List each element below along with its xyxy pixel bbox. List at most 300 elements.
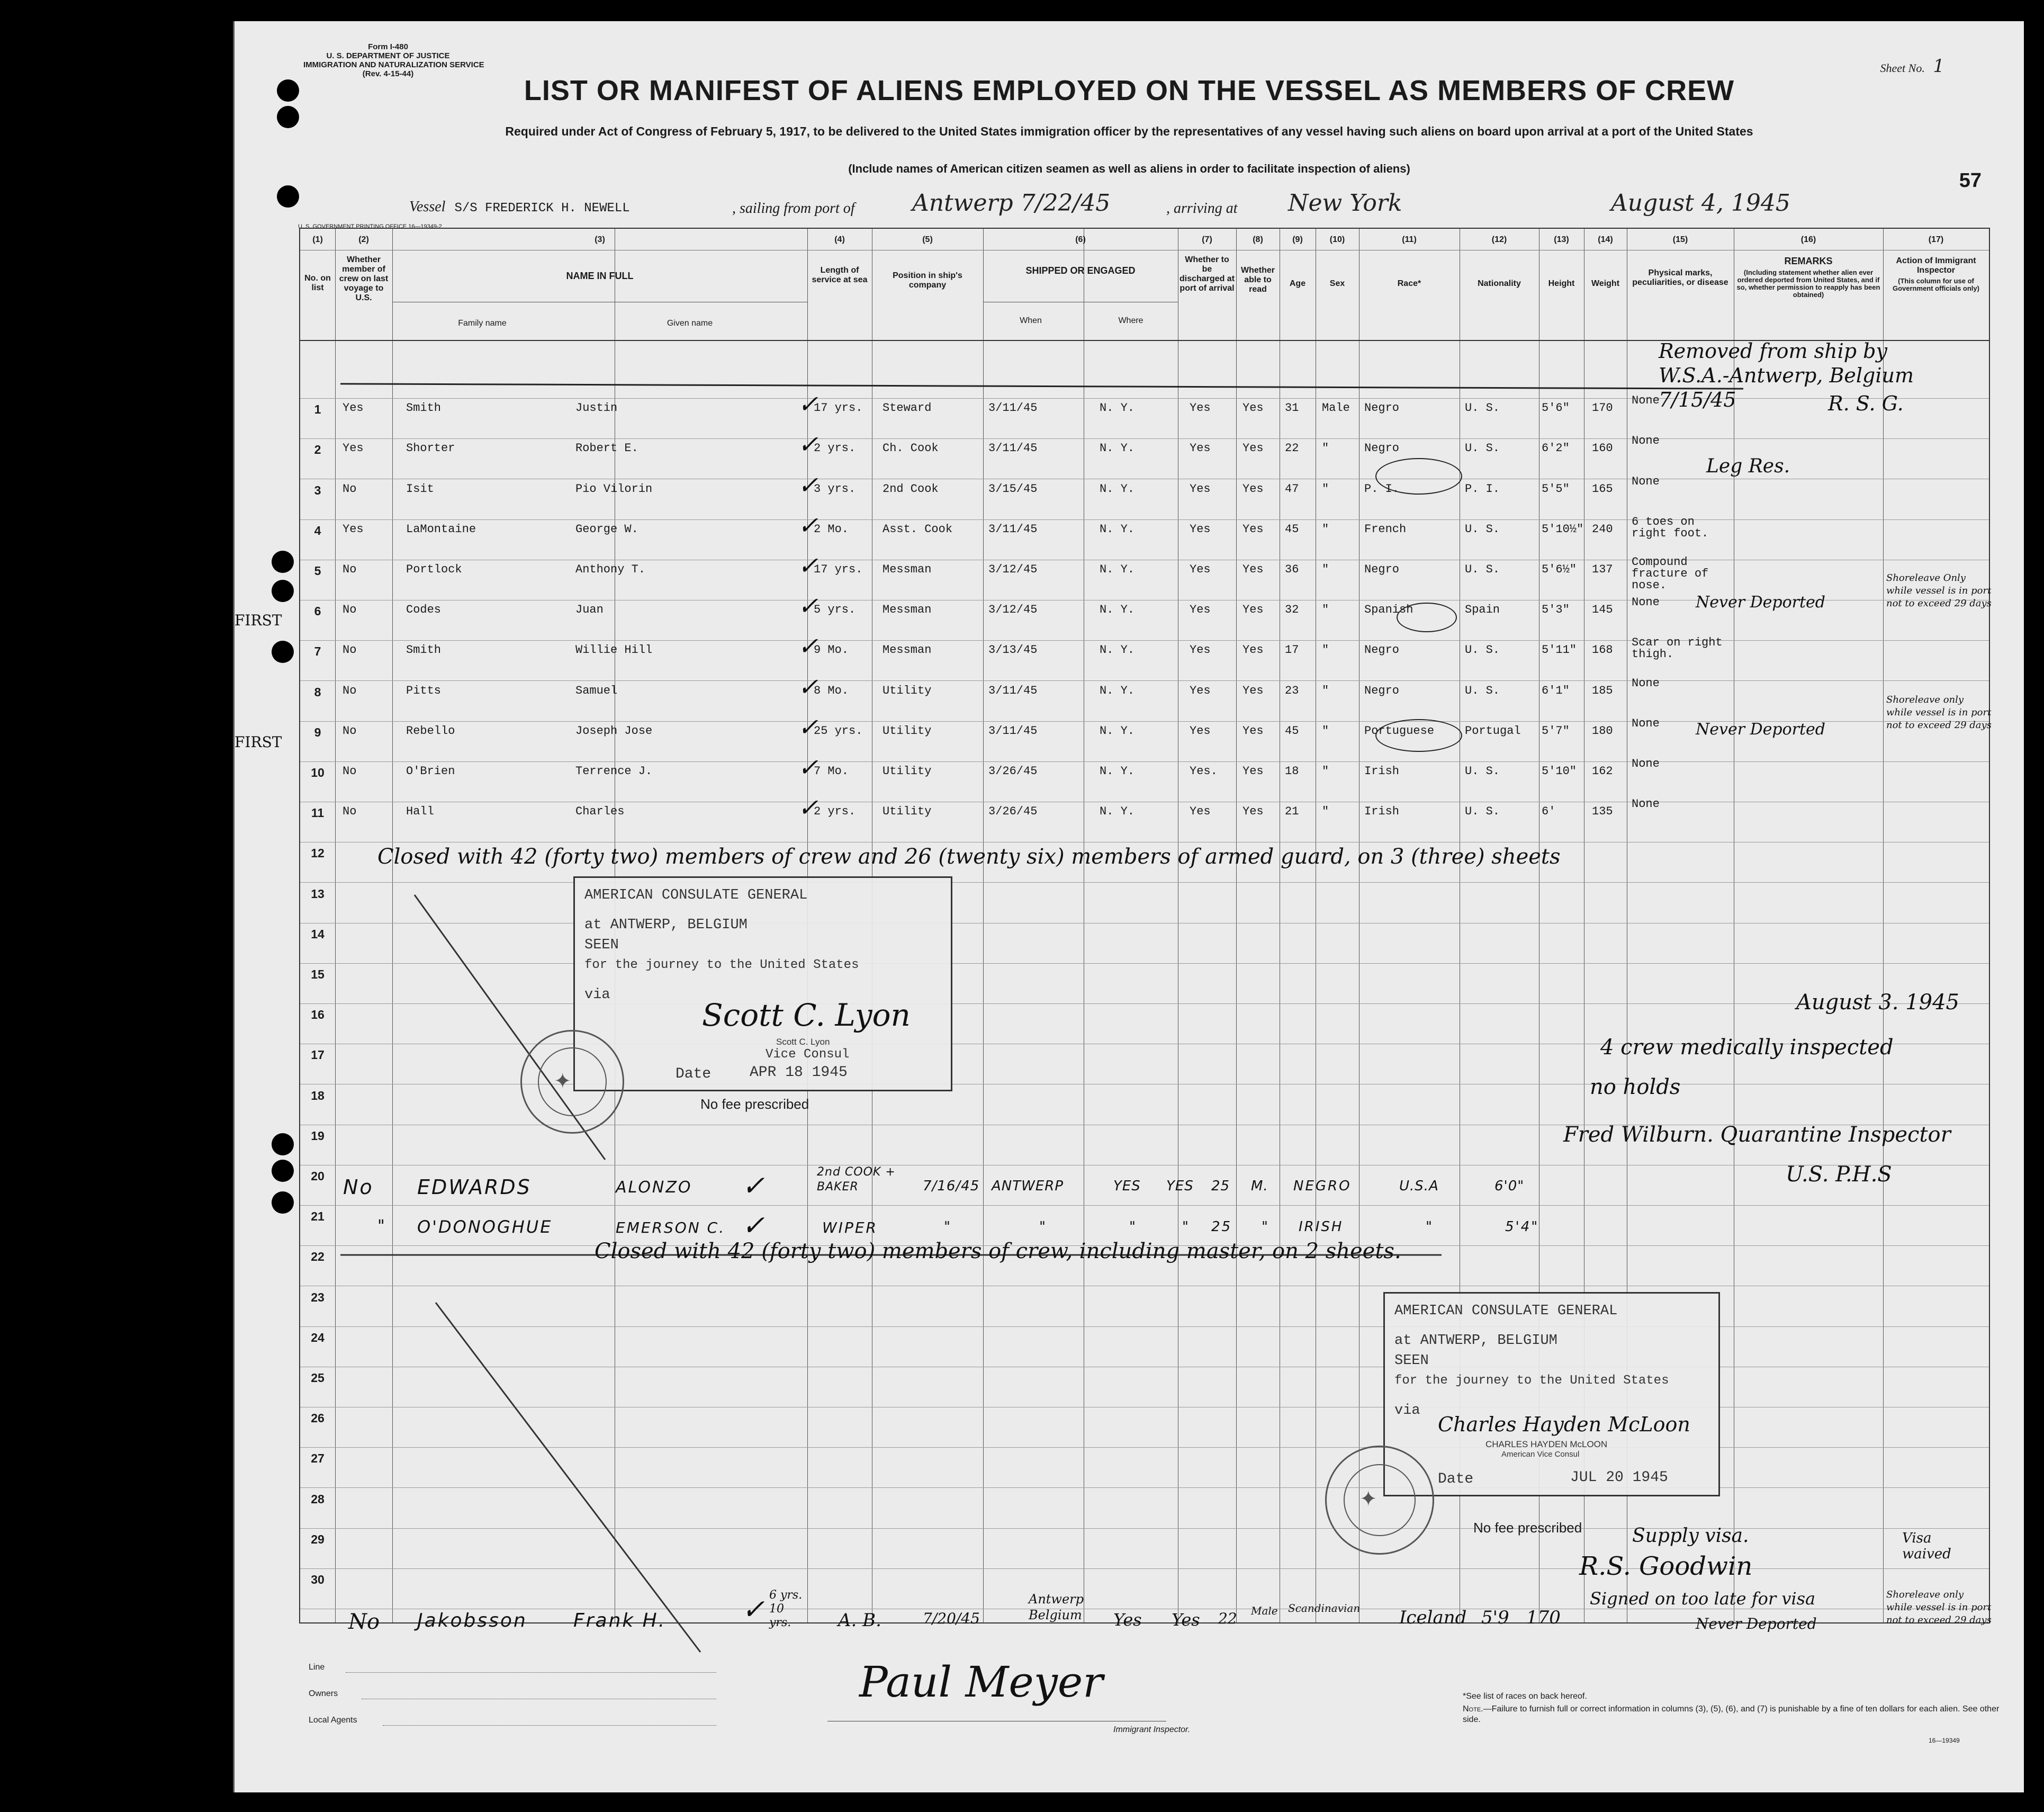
stamp-printed-name: Scott C. Lyon: [776, 1037, 830, 1047]
cell-last: Yes: [343, 442, 364, 455]
cell-read: Yes: [1242, 442, 1264, 455]
cell-marks: None: [1632, 474, 1660, 488]
cell-position: Utility: [883, 765, 932, 778]
cell-family: Isit: [406, 482, 434, 496]
cell-marks: Scar on right thigh.: [1632, 636, 1723, 661]
cell-when: 3/11/45: [988, 401, 1038, 415]
check-mark: ✓: [742, 1594, 765, 1626]
cell-age: 31: [1285, 401, 1299, 415]
cell-sex: ": [1322, 442, 1329, 455]
added-given: EMERSON C.: [616, 1219, 726, 1236]
stamp-office: American Vice Consul: [1501, 1450, 1580, 1459]
row-number: 10: [311, 766, 325, 779]
cell-family: O'Brien: [406, 765, 455, 778]
cell-position: Asst. Cook: [883, 522, 953, 536]
cell-read: Yes: [1242, 482, 1264, 496]
cell-read: Yes: [1242, 563, 1264, 576]
col-num: (11): [1402, 235, 1417, 244]
row-number: 27: [311, 1451, 325, 1466]
cell-height: 5'7": [1542, 724, 1570, 738]
cell-race: Irish: [1364, 765, 1400, 778]
cell-when: 3/15/45: [988, 482, 1038, 496]
added-position: A. B.: [838, 1610, 881, 1631]
added-nationality: Iceland: [1399, 1607, 1467, 1628]
stamp-printed-name: CHARLES HAYDEN McLOON: [1485, 1439, 1608, 1449]
cell-age: 36: [1285, 563, 1299, 576]
added-age: 25: [1211, 1219, 1232, 1235]
footer-owners-label: Owners: [309, 1689, 338, 1698]
added-height: 5'9: [1481, 1607, 1509, 1628]
cell-given: Robert E.: [575, 442, 638, 455]
cell-family: Pitts: [406, 684, 442, 697]
added-given: ALONZO: [616, 1178, 692, 1197]
cell-where: N. Y.: [1100, 643, 1135, 657]
cell-weight: 165: [1592, 482, 1613, 496]
cell-weight: 240: [1592, 522, 1613, 536]
cell-marks: None: [1632, 757, 1660, 770]
col-weight: Weight: [1591, 279, 1620, 288]
col-num: (10): [1329, 235, 1345, 244]
row-number: 15: [311, 967, 325, 981]
added-last: ": [377, 1217, 386, 1235]
added-discharged: Yes: [1113, 1610, 1142, 1630]
cell-race: P. I.: [1364, 482, 1400, 496]
stamp-date: JUL 20 1945: [1570, 1469, 1668, 1486]
cell-last: Yes: [343, 401, 364, 415]
check-mark: ✓: [798, 793, 818, 822]
printing-office: U. S. GOVERNMENT PRINTING OFFICE 16—19349-2: [298, 223, 442, 230]
stamp-via: via: [584, 987, 610, 1003]
never-deported-30: Never Deported: [1696, 1615, 1817, 1632]
cell-when: 3/12/45: [988, 563, 1038, 576]
cell-discharged: Yes: [1190, 643, 1211, 657]
row-number: 1: [314, 402, 321, 417]
col-num: (15): [1672, 235, 1688, 244]
cell-given: Pio Vilorin: [575, 482, 653, 496]
cell-family: Codes: [406, 603, 442, 617]
cell-weight: 160: [1592, 442, 1613, 455]
closed-note-22: Closed with 42 (forty two) members of crew, including master, on 2 sheets.: [595, 1239, 1401, 1263]
added-nationality: ": [1426, 1219, 1434, 1235]
check-mark: ✓: [742, 1170, 765, 1202]
row-number: 8: [314, 685, 321, 699]
cell-when: 3/26/45: [988, 805, 1038, 819]
cell-sex: ": [1322, 805, 1329, 819]
form-service: IMMIGRATION AND NATURALIZATION SERVICE: [303, 60, 484, 69]
col-length-service: Length of service at sea: [812, 266, 868, 284]
cell-where: N. Y.: [1100, 442, 1135, 455]
consulate-stamp-1: [573, 876, 952, 1091]
action-note-6: Shoreleave Only while vessel is in port not to exceed 29 days: [1886, 572, 1992, 609]
cell-race: Negro: [1364, 563, 1400, 576]
cell-when: 3/12/45: [988, 603, 1038, 617]
added-when: 7/20/45: [923, 1610, 980, 1627]
cell-position: 2nd Cook: [883, 482, 939, 496]
check-mark: ✓: [798, 390, 818, 419]
col-last-voyage: Whether member of crew on last voyage to U.S.: [339, 255, 389, 302]
row-number: 25: [311, 1371, 325, 1385]
sailing-label: , sailing from port of: [732, 200, 855, 217]
form-code: 16—19349: [1929, 1737, 1960, 1744]
signed-initials: R.S. Goodwin: [1579, 1551, 1753, 1581]
page-title: LIST OR MANIFEST OF ALIENS EMPLOYED ON THE VESSEL AS MEMBERS OF CREW: [524, 75, 1735, 106]
cell-race: Irish: [1364, 805, 1400, 819]
cell-last: No: [343, 724, 357, 738]
vessel-name: S/S FREDERICK H. NEWELL: [454, 201, 630, 216]
inspector-label: Immigrant Inspector.: [1113, 1725, 1191, 1734]
cell-nationality: Spain: [1465, 603, 1500, 617]
cell-height: 5'5": [1542, 482, 1570, 496]
added-family: Jakobsson: [417, 1610, 527, 1631]
row-number: 28: [311, 1492, 325, 1506]
row-number: 13: [311, 886, 325, 901]
row-number: 7: [314, 644, 321, 659]
added-service: 6 yrs. 10 yrs.: [769, 1589, 803, 1629]
cell-discharged: Yes: [1190, 401, 1211, 415]
row-number: 11: [311, 806, 325, 820]
cell-service: 8 Mo.: [814, 684, 849, 697]
cell-service: 2 yrs.: [814, 442, 856, 455]
col-given-name: Given name: [667, 319, 713, 328]
added-when: 7/16/45: [923, 1178, 980, 1194]
footer-line-label: Line: [309, 1663, 325, 1672]
check-mark: ✓: [798, 672, 818, 701]
added-where: ": [1039, 1219, 1047, 1235]
col-family-name: Family name: [458, 319, 507, 328]
first-mark-9: FIRST: [235, 733, 282, 751]
cell-family: LaMontaine: [406, 522, 476, 536]
row-number: 4: [314, 523, 321, 537]
row-number: 19: [311, 1128, 325, 1143]
cell-where: N. Y.: [1100, 724, 1135, 738]
cell-discharged: Yes: [1190, 482, 1211, 496]
cell-last: No: [343, 563, 357, 576]
col-sex: Sex: [1329, 279, 1345, 288]
col-race: Race*: [1397, 279, 1421, 288]
include-note: (Include names of American citizen seamen as well as aliens in order to facilitate inspection of aliens): [848, 162, 1410, 175]
check-mark: ✓: [798, 430, 818, 459]
footer-agents-rule: [383, 1725, 716, 1726]
check-mark: ✓: [798, 753, 818, 782]
stamp-place: at ANTWERP, BELGIUM: [1394, 1333, 1557, 1349]
row-number: 18: [311, 1088, 325, 1102]
cell-service: 17 yrs.: [814, 401, 863, 415]
added-last: No: [343, 1176, 374, 1199]
col-num: (16): [1800, 235, 1816, 244]
cell-read: Yes: [1242, 765, 1264, 778]
cell-family: Rebello: [406, 724, 455, 738]
consulate-seal-1: [520, 1030, 624, 1134]
cell-sex: ": [1322, 482, 1329, 496]
fine-note: [1463, 1704, 2003, 1725]
cell-discharged: Yes: [1190, 442, 1211, 455]
row-number: 12: [311, 846, 325, 860]
cell-given: George W.: [575, 522, 638, 536]
vessel-label: Vessel: [409, 199, 446, 215]
manifest-sheet: [233, 21, 2024, 1792]
cell-sex: ": [1322, 643, 1329, 657]
cell-nationality: U. S.: [1465, 765, 1500, 778]
usphs-note: U.S. P.H.S: [1786, 1162, 1892, 1187]
never-deported-9: Never Deported: [1696, 720, 1826, 739]
note-text: —Failure to furnish full or correct information in columns (3), (5), (6), and (7) is punishable by a fine of ten dollars for each alien. See other side.: [1463, 1705, 2000, 1724]
races-note: *See list of races on back hereof.: [1463, 1692, 1587, 1701]
col-num: (8): [1253, 235, 1263, 244]
col-height: Height: [1548, 279, 1575, 288]
arriving-label: , arriving at: [1166, 200, 1238, 217]
quarantine-inspector: Fred Wilburn. Quarantine Inspector: [1563, 1123, 1951, 1147]
cell-service: 5 yrs.: [814, 603, 856, 617]
inspected-note: 4 crew medically inspected: [1600, 1035, 1894, 1060]
added-sex: Male: [1251, 1604, 1278, 1617]
cell-age: 23: [1285, 684, 1299, 697]
col-position: Position in ship's company: [893, 271, 962, 290]
cell-height: 6'2": [1542, 442, 1570, 455]
sheet-value: 1: [1933, 56, 1944, 77]
added-position: 2nd COOK + BAKER: [817, 1165, 896, 1194]
supply-visa: Supply visa.: [1632, 1525, 1749, 1547]
cell-age: 32: [1285, 603, 1299, 617]
note-label: Note.: [1463, 1705, 1483, 1714]
stamp-fee: No fee prescribed: [1473, 1520, 1582, 1536]
cell-where: N. Y.: [1100, 401, 1135, 415]
cell-when: 3/11/45: [988, 522, 1038, 536]
cell-weight: 135: [1592, 805, 1613, 819]
cell-discharged: Yes: [1190, 805, 1211, 819]
stamp-seen: SEEN: [584, 937, 619, 953]
col-name-in-full: NAME IN FULL: [566, 271, 634, 281]
cell-given: Charles: [575, 805, 625, 819]
col-when: When: [1020, 316, 1042, 325]
stamp-journey: for the journey to the United States: [584, 958, 859, 972]
action-note-9: Shoreleave only while vessel is in port not to exceed 29 days: [1886, 694, 1992, 731]
col-num: (4): [834, 235, 845, 244]
cell-race: Spanish: [1364, 603, 1413, 617]
cell-last: No: [343, 765, 357, 778]
cell-sex: ": [1322, 563, 1329, 576]
eagle-icon: ✦: [554, 1069, 572, 1093]
cell-family: Portlock: [406, 563, 462, 576]
cell-weight: 137: [1592, 563, 1613, 576]
cell-marks: Compound fracture of nose.: [1632, 555, 1709, 592]
added-position: WIPER: [822, 1219, 878, 1236]
cell-weight: 170: [1592, 401, 1613, 415]
col-discharged: Whether to be discharged at port of arrival: [1179, 255, 1235, 293]
row-number: 30: [311, 1573, 325, 1586]
row-number: 22: [311, 1250, 325, 1264]
cell-when: 3/11/45: [988, 724, 1038, 738]
form-revision: (Rev. 4-15-44): [362, 69, 414, 78]
cell-last: No: [343, 684, 357, 697]
stamp-journey: for the journey to the United States: [1394, 1374, 1669, 1388]
cell-weight: 180: [1592, 724, 1613, 738]
added-given: Frank H.: [573, 1610, 667, 1631]
col-num: (9): [1292, 235, 1303, 244]
cell-weight: 162: [1592, 765, 1613, 778]
cell-nationality: U. S.: [1465, 684, 1500, 697]
check-mark: ✓: [798, 510, 818, 540]
stamp-fee: No fee prescribed: [700, 1096, 809, 1112]
row-number: 2: [314, 443, 321, 457]
cell-service: 3 yrs.: [814, 482, 856, 496]
cell-sex: ": [1322, 522, 1329, 536]
cell-discharged: Yes: [1190, 724, 1211, 738]
col-num: (7): [1202, 235, 1212, 244]
cell-race: Negro: [1364, 401, 1400, 415]
cell-when: 3/11/45: [988, 684, 1038, 697]
col-remarks: REMARKS: [1784, 256, 1833, 266]
cell-given: Juan: [575, 603, 604, 617]
first-mark-6: FIRST: [235, 612, 282, 629]
col-able-read: Whether able to read: [1241, 266, 1275, 294]
row-number: 3: [314, 483, 321, 497]
stamp-title: AMERICAN CONSULATE GENERAL: [1394, 1303, 1618, 1319]
removed-initials: R. S. G.: [1828, 392, 1904, 415]
cell-where: N. Y.: [1100, 482, 1135, 496]
cell-last: No: [343, 603, 357, 617]
cell-age: 45: [1285, 522, 1299, 536]
cell-age: 21: [1285, 805, 1299, 819]
added-nationality: U.S.A: [1399, 1178, 1439, 1194]
col-num: (17): [1928, 235, 1944, 244]
col-num: (3): [595, 235, 605, 244]
added-height: 6'0": [1494, 1178, 1525, 1194]
stamp-seen: SEEN: [1394, 1353, 1429, 1369]
added-sex: ": [1262, 1219, 1269, 1235]
cell-height: 5'3": [1542, 603, 1570, 617]
cell-given: Willie Hill: [575, 643, 653, 657]
cell-position: Steward: [883, 401, 932, 415]
cell-sex: ": [1322, 724, 1329, 738]
added-age: 22: [1218, 1610, 1237, 1627]
cell-where: N. Y.: [1100, 563, 1135, 576]
added-weight: 170: [1526, 1607, 1561, 1628]
cell-where: N. Y.: [1100, 522, 1135, 536]
added-race: Scandinavian: [1288, 1602, 1361, 1614]
added-race: IRISH: [1299, 1219, 1344, 1235]
sailing-port: Antwerp 7/22/45: [912, 190, 1111, 217]
cell-discharged: Yes: [1190, 603, 1211, 617]
check-mark: ✓: [798, 712, 818, 741]
strike-diagonals: [235, 21, 2024, 1792]
check-mark: ✓: [798, 470, 818, 499]
cell-race: Negro: [1364, 684, 1400, 697]
cell-read: Yes: [1242, 684, 1264, 697]
added-last: No: [348, 1610, 380, 1634]
cell-discharged: Yes: [1190, 684, 1211, 697]
arrival-date-text: August 4, 19: [1611, 190, 1761, 217]
cell-service: 7 Mo.: [814, 765, 849, 778]
cell-nationality: U. S.: [1465, 563, 1500, 576]
cell-marks: None: [1632, 797, 1660, 811]
footer-agents-label: Local Agents: [309, 1716, 357, 1725]
subtitle: Required under Act of Congress of February 5, 1917, to be delivered to the United States immigration officer by the representatives of any vessel having such aliens on board upon arrival at a port of the United States: [505, 124, 1753, 138]
cell-position: Ch. Cook: [883, 442, 939, 455]
cell-last: Yes: [343, 522, 364, 536]
cell-position: Messman: [883, 603, 932, 617]
cell-discharged: Yes: [1190, 522, 1211, 536]
cell-age: 22: [1285, 442, 1299, 455]
added-read: YES: [1166, 1178, 1194, 1194]
row-number: 6: [314, 604, 321, 618]
row-number: 29: [311, 1532, 325, 1546]
cell-nationality: U. S.: [1465, 805, 1500, 819]
cell-age: 18: [1285, 765, 1299, 778]
col-remarks-detail: (Including statement whether alien ever ordered deported from United States, and if so, whether permission to reapply has been obtained): [1736, 268, 1880, 299]
action-note-30: Shoreleave only while vessel is in port not to exceed 29 days: [1886, 1589, 1992, 1626]
added-age: 25: [1211, 1178, 1230, 1194]
cell-weight: 145: [1592, 603, 1613, 617]
consulate-stamp-2: [1383, 1292, 1720, 1496]
cell-marks: None: [1632, 434, 1660, 448]
cell-sex: ": [1322, 603, 1329, 617]
cell-family: Hall: [406, 805, 434, 819]
cell-when: 3/11/45: [988, 442, 1038, 455]
cell-position: Utility: [883, 684, 932, 697]
stamp-office: Vice Consul: [766, 1047, 850, 1062]
cell-sex: ": [1322, 684, 1329, 697]
col-action: Action of Immigrant Inspector: [1896, 256, 1976, 275]
added-family: EDWARDS: [417, 1176, 532, 1199]
legres-note: Leg Res.: [1706, 455, 1790, 477]
col-age: Age: [1289, 279, 1306, 288]
cell-family: Smith: [406, 643, 442, 657]
row-number: 26: [311, 1411, 325, 1425]
arrival-year: 45: [1760, 190, 1790, 217]
cell-marks: None: [1632, 596, 1660, 609]
cell-height: 5'10": [1542, 765, 1577, 778]
cell-position: Messman: [883, 563, 932, 576]
col-num: (2): [358, 235, 369, 244]
col-where: Where: [1118, 316, 1143, 325]
cell-age: 45: [1285, 724, 1299, 738]
cell-where: N. Y.: [1100, 805, 1135, 819]
cell-weight: 168: [1592, 643, 1613, 657]
cell-race: Negro: [1364, 442, 1400, 455]
consulate-seal-2: [1325, 1446, 1434, 1555]
cell-service: 9 Mo.: [814, 643, 849, 657]
form-number: Form I-480: [368, 42, 408, 51]
cell-where: N. Y.: [1100, 603, 1135, 617]
cell-height: 6'1": [1542, 684, 1570, 697]
cell-where: N. Y.: [1100, 765, 1135, 778]
row-number: 21: [311, 1209, 325, 1224]
cell-nationality: U. S.: [1465, 643, 1500, 657]
added-height: 5'4": [1505, 1219, 1539, 1235]
cell-service: 17 yrs.: [814, 563, 863, 576]
row-number: 16: [311, 1008, 325, 1022]
cell-position: Messman: [883, 643, 932, 657]
cell-sex: ": [1322, 765, 1329, 778]
cell-weight: 185: [1592, 684, 1613, 697]
cell-last: No: [343, 643, 357, 657]
cell-race: French: [1364, 522, 1407, 536]
added-sex: M.: [1251, 1178, 1268, 1194]
stamp-place: at ANTWERP, BELGIUM: [584, 917, 748, 933]
stamp-signature: Scott C. Lyon: [702, 997, 911, 1033]
check-mark: ✓: [742, 1210, 765, 1242]
visa-waived: Visa waived: [1902, 1530, 1951, 1562]
col-action-detail: (This column for use of Government officials only): [1893, 277, 1979, 292]
sheet-label: Sheet No.: [1880, 61, 1925, 75]
cell-marks: None: [1632, 676, 1660, 690]
cell-read: Yes: [1242, 724, 1264, 738]
cell-read: Yes: [1242, 603, 1264, 617]
cell-nationality: P. I.: [1465, 482, 1500, 496]
cell-marks: None: [1632, 394, 1660, 408]
col-no-on-list: No. on list: [304, 274, 331, 292]
added-read: ": [1182, 1219, 1190, 1235]
